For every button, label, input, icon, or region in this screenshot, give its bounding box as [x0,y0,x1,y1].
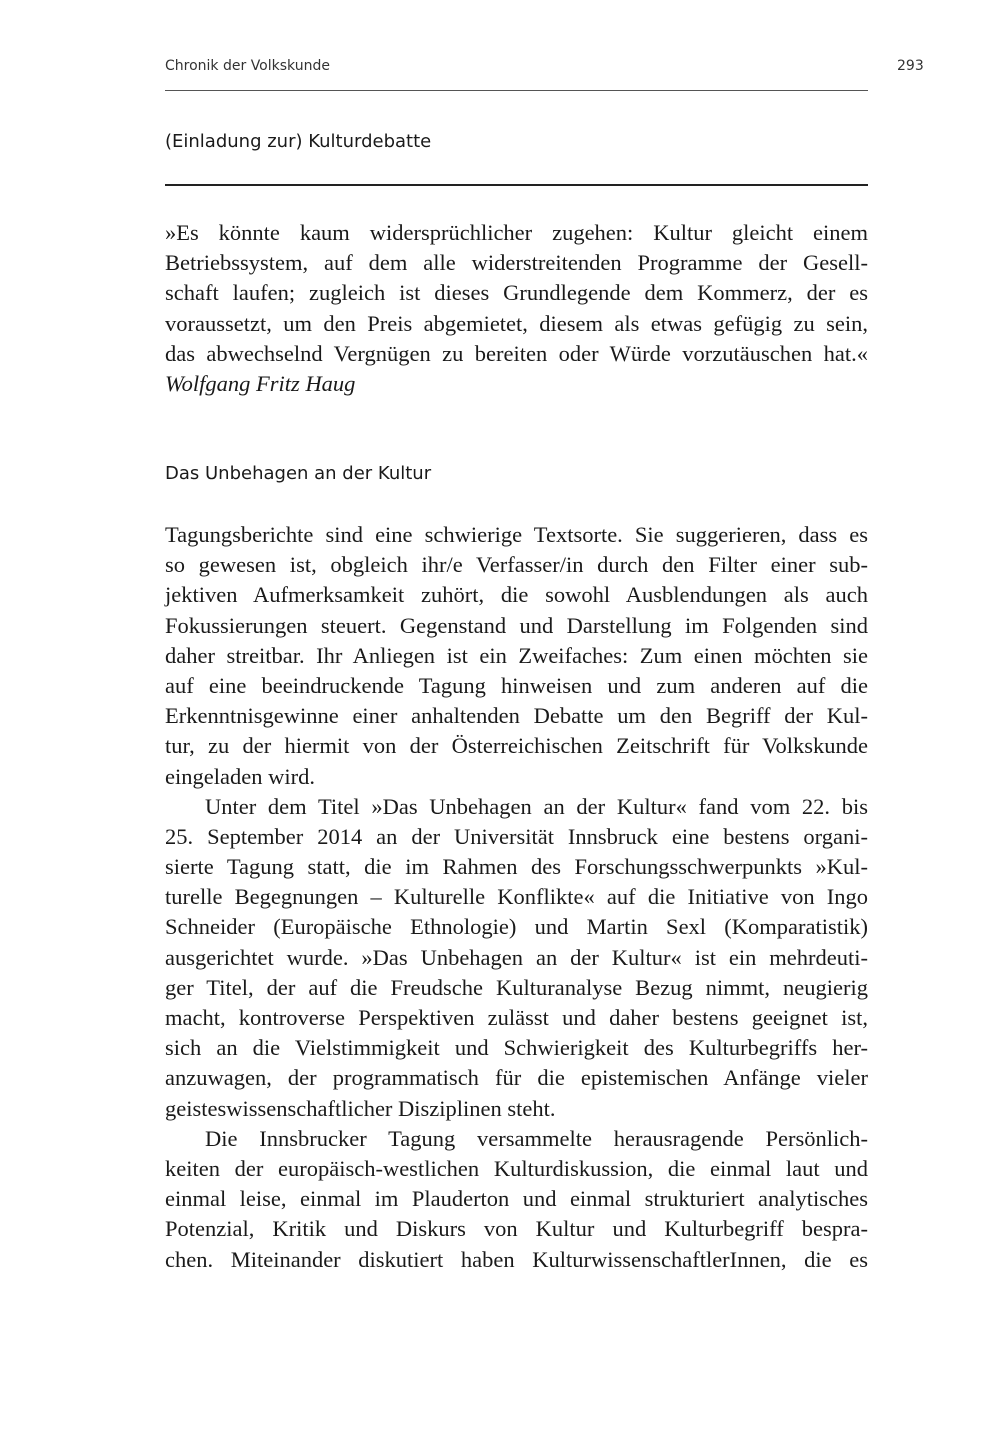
body-line: macht, kontroverse Perspektiven zulässt und daher bestens geeignet ist, [165,1005,868,1030]
body-line: Die Innsbrucker Tagung versammelte herausragende Persönlich- [205,1125,868,1151]
epigraph-line: voraussetzt, um den Preis abgemietet, diesem als etwas gefügig zu sein, [165,310,868,336]
body-line: 25. September 2014 an der Universität Innsbruck eine bestens organi- [165,823,868,849]
subheading: Das Unbehagen an der Kultur [165,463,432,484]
body-line: chen. Miteinander diskutiert haben KulturwissenschaftlerInnen, die es [165,1246,868,1272]
page-number: 293 [897,58,924,74]
body-line: geisteswissenschaftlicher Disziplinen steht. [165,1095,556,1121]
body-line: sierte Tagung statt, die im Rahmen des Forschungsschwerpunkts »Kul- [165,854,868,880]
epigraph [165,218,868,399]
body-line: Unter dem Titel »Das Unbehagen an der Kultur« fand vom 22. bis [205,793,868,819]
body-line: turelle Begegnungen – Kulturelle Konflikte« auf die Initiative von Ingo [165,884,868,910]
body-line: keiten der europäisch-westlichen Kulturdiskussion, die einmal laut und [165,1155,868,1181]
body-line: anzuwagen, der programmatisch für die epistemischen Anfänge vieler [165,1065,868,1091]
epigraph-line: Betriebssystem, auf dem alle widerstreitenden Programme der Gesell- [165,250,868,276]
section-rule [165,184,868,186]
epigraph-line: schaft laufen; zugleich ist dieses Grundlegende dem Kommerz, der es [165,280,868,306]
body-line: Erkenntnisgewinne einer anhaltenden Debatte um den Begriff der Kul- [165,703,868,729]
running-head: Chronik der Volkskunde [165,58,330,74]
body-line: ausgerichtet wurde. »Das Unbehagen an der Kultur« ist ein mehrdeuti- [165,944,868,970]
section-title: (Einladung zur) Kulturdebatte [165,131,432,152]
body-line: so gewesen ist, obgleich ihr/e Verfasser/in durch den Filter einer sub- [165,552,868,578]
body-line: tur, zu der hiermit von der Österreichischen Zeitschrift für Volkskunde [165,733,868,759]
body-line: jektiven Aufmerksamkeit zuhört, die sowohl Ausblendungen als auch [165,582,868,608]
epigraph-line: »Es könnte kaum widersprüchlicher zugehen: Kultur gleicht einem [165,220,868,245]
body-line: Fokussierungen steuert. Gegenstand und Darstellung im Folgenden sind [165,612,868,638]
epigraph-line: das abwechselnd Vergnügen zu bereiten oder Würde vorzutäuschen hat.« [165,340,868,366]
body-line: ger Titel, der auf die Freudsche Kulturanalyse Bezug nimmt, neugierig [165,974,868,1000]
body-line: einmal leise, einmal im Plauderton und einmal strukturiert analytisches [165,1186,868,1212]
body-line: sich an die Vielstimmigkeit und Schwierigkeit des Kulturbegriffs her- [165,1035,868,1061]
body-line: auf eine beeindruckende Tagung hinweisen und zum anderen auf die [165,672,868,698]
header-rule [165,90,868,91]
body-line: Schneider (Europäische Ethnologie) und Martin Sexl (Komparatistik) [165,914,868,940]
body-line: eingeladen wird. [165,763,315,789]
body-line: Potenzial, Kritik und Diskurs von Kultur und Kulturbegriff bespra- [165,1216,868,1242]
body-text [165,520,868,1275]
body-line: daher streitbar. Ihr Anliegen ist ein Zweifaches: Zum einen möchten sie [165,642,868,668]
body-line: Tagungsberichte sind eine schwierige Textsorte. Sie suggerieren, dass es [165,522,868,547]
epigraph-author: Wolfgang Fritz Haug [165,370,356,396]
